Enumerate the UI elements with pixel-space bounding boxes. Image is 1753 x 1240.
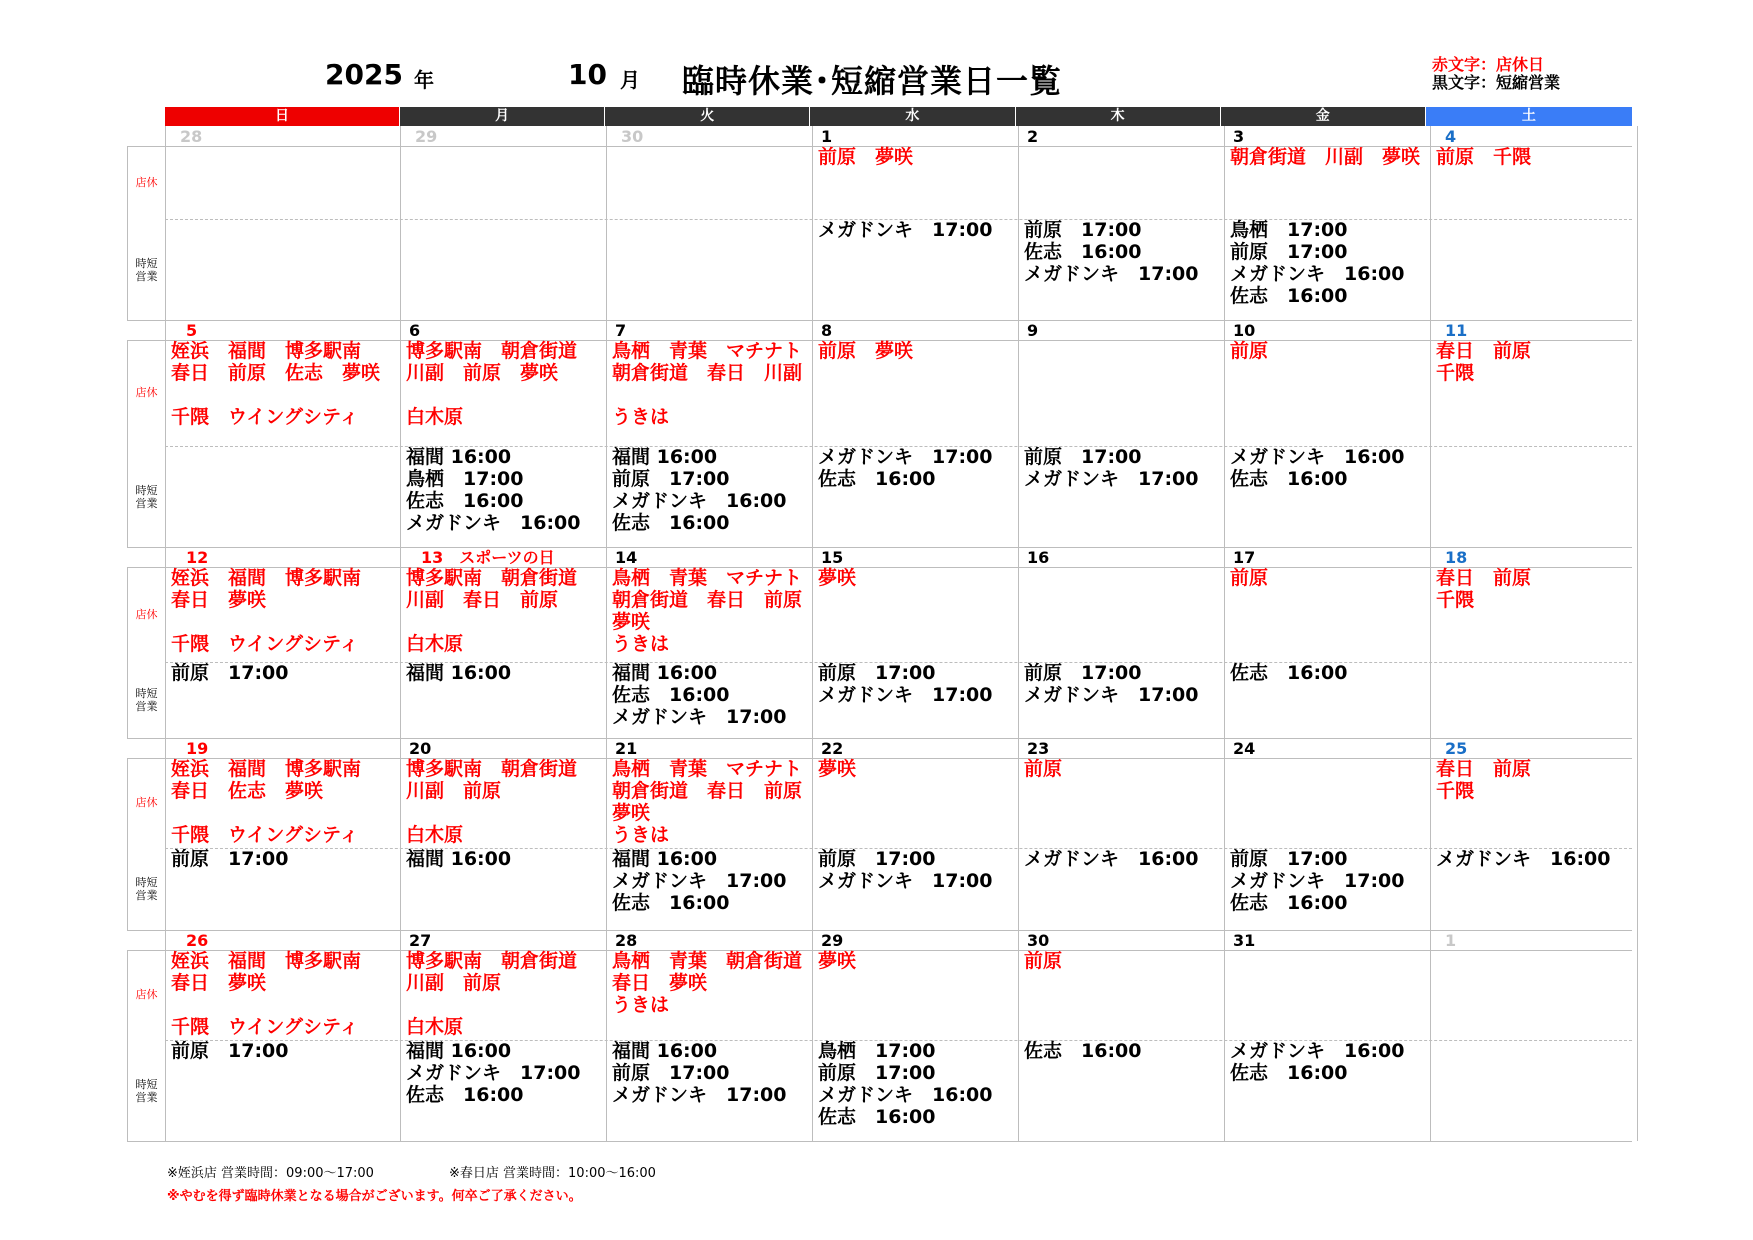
day-cell: [812, 930, 1018, 1141]
week-row: [127, 930, 1632, 1141]
week-row: [127, 126, 1632, 320]
short-hours-stores: メガドンキ 16:00 佐志 16:00: [1230, 1040, 1405, 1084]
short-hours-stores: 前原 17:00 メガドンキ 17:00: [818, 662, 993, 706]
week-row: [127, 547, 1632, 738]
short-hours-stores: 鳥栖 17:00 前原 17:00 メガドンキ 16:00 佐志 16:00: [818, 1040, 993, 1128]
closed-stores: 前原: [1024, 758, 1063, 780]
closed-stores: 夢咲: [818, 758, 857, 780]
row-label-short: 時短 営業: [127, 219, 165, 320]
week-row: [127, 738, 1632, 930]
weekday-3: 水: [809, 107, 1014, 126]
closed-stores: 鳥栖 青葉 朝倉街道 春日 夢咲 うきは: [612, 950, 803, 1016]
day-cell: [812, 126, 1018, 320]
day-number: 17: [1233, 548, 1256, 567]
day-cell: [1224, 930, 1430, 1141]
day-cell: [1430, 738, 1638, 930]
short-hours-stores: 前原 17:00 佐志 16:00 メガドンキ 17:00: [1024, 219, 1199, 285]
closed-stores: 春日 前原 千隈: [1436, 758, 1532, 802]
weekday-1: 月: [399, 107, 604, 126]
closed-stores: 姪浜 福間 博多駅南 春日 佐志 夢咲 千隈 ウイングシティ: [171, 758, 362, 846]
grid-line: [127, 1141, 1632, 1142]
day-cell: [1430, 547, 1638, 738]
closed-stores: 前原: [1024, 950, 1063, 972]
short-hours-stores: メガドンキ 16:00: [1436, 848, 1611, 870]
short-hours-stores: メガドンキ 16:00 佐志 16:00: [1230, 446, 1405, 490]
day-cell: [165, 547, 400, 738]
day-number: 29: [821, 931, 844, 950]
closed-stores: 博多駅南 朝倉街道 川副 春日 前原 白木原: [406, 567, 578, 655]
short-hours-stores: 福間 16:00 前原 17:00 メガドンキ 16:00 佐志 16:00: [612, 446, 787, 534]
closed-stores: 前原 千隈: [1436, 146, 1532, 168]
row-label-closed: 店休: [127, 567, 165, 662]
short-hours-stores: 福間 16:00 佐志 16:00 メガドンキ 17:00: [612, 662, 787, 728]
day-number: 10: [1233, 321, 1256, 340]
day-cell: [1224, 547, 1430, 738]
closed-stores: 春日 前原 千隈: [1436, 340, 1532, 384]
day-cell: [1430, 930, 1638, 1141]
day-cell: [165, 738, 400, 930]
day-number: 31: [1233, 931, 1256, 950]
day-number: 14: [615, 548, 638, 567]
short-hours-stores: 福間 16:00 メガドンキ 17:00 佐志 16:00: [406, 1040, 581, 1106]
day-cell: [1018, 547, 1224, 738]
calendar-grid: [127, 107, 1632, 1159]
closed-stores: 姪浜 福間 博多駅南 春日 前原 佐志 夢咲 千隈 ウイングシティ: [171, 340, 381, 428]
day-number: 11: [1445, 321, 1468, 340]
day-number: 27: [409, 931, 432, 950]
day-number: 15: [821, 548, 844, 567]
weekday-5: 金: [1220, 107, 1425, 126]
day-number: 16: [1027, 548, 1050, 567]
page-title: 臨時休業･短縮営業日一覧: [682, 62, 1063, 100]
row-label-closed: 店休: [127, 950, 165, 1040]
closed-stores: 姪浜 福間 博多駅南 春日 夢咲 千隈 ウイングシティ: [171, 567, 362, 655]
legend: [1432, 56, 1560, 92]
short-hours-stores: 前原 17:00 メガドンキ 17:00: [818, 848, 993, 892]
day-cell: [165, 320, 400, 547]
day-cell: [812, 547, 1018, 738]
row-label-closed: 店休: [127, 146, 165, 219]
weekday-0: 日: [165, 107, 399, 126]
day-cell: [400, 930, 606, 1141]
day-number: 25: [1445, 739, 1468, 758]
closed-stores: 前原: [1230, 567, 1269, 589]
short-hours-stores: 前原 17:00 メガドンキ 17:00: [1024, 662, 1199, 706]
closed-stores: 姪浜 福間 博多駅南 春日 夢咲 千隈 ウイングシティ: [171, 950, 362, 1038]
day-number: 30: [1027, 931, 1050, 950]
day-number: 21: [615, 739, 638, 758]
day-cell: [606, 126, 812, 320]
year-unit: 年: [414, 68, 434, 92]
closed-stores: 鳥栖 青葉 マチナト 朝倉街道 春日 前原 夢咲 うきは: [612, 567, 803, 655]
short-hours-stores: 佐志 16:00: [1024, 1040, 1142, 1062]
month-value: 10: [568, 58, 607, 91]
short-hours-stores: 福間 16:00 前原 17:00 メガドンキ 17:00: [612, 1040, 787, 1106]
day-cell: [1018, 126, 1224, 320]
day-cell: [1430, 320, 1638, 547]
closed-stores: 夢咲: [818, 950, 857, 972]
closed-stores: 夢咲: [818, 567, 857, 589]
day-cell: [1224, 738, 1430, 930]
note-meinohama-hours: ※姪浜店 営業時間：09:00～17:00: [167, 1166, 374, 1181]
short-hours-stores: 前原 17:00: [171, 1040, 289, 1062]
day-cell: [812, 320, 1018, 547]
day-number: 1: [1445, 931, 1457, 950]
short-hours-stores: 鳥栖 17:00 前原 17:00 メガドンキ 16:00 佐志 16:00: [1230, 219, 1405, 307]
legend-black: 黒文字：短縮営業: [1432, 73, 1561, 92]
short-hours-stores: 福間 16:00: [406, 662, 512, 684]
day-cell: [165, 930, 400, 1141]
short-hours-stores: 佐志 16:00: [1230, 662, 1348, 684]
closed-stores: 前原 夢咲: [818, 146, 914, 168]
day-number: 13 スポーツの日: [421, 548, 555, 567]
day-number: 26: [186, 931, 209, 950]
day-number: 12: [186, 548, 209, 567]
closed-stores: 春日 前原 千隈: [1436, 567, 1532, 611]
day-number: 19: [186, 739, 209, 758]
day-number: 24: [1233, 739, 1256, 758]
row-label-closed: 店休: [127, 758, 165, 848]
day-cell: [1018, 930, 1224, 1141]
day-cell: [400, 320, 606, 547]
weekday-header: [165, 107, 1632, 126]
short-hours-stores: 福間 16:00 メガドンキ 17:00 佐志 16:00: [612, 848, 787, 914]
note-kasuga-hours: ※春日店 営業時間：10:00～16:00: [449, 1166, 656, 1181]
closed-stores: 博多駅南 朝倉街道 川副 前原 白木原: [406, 950, 578, 1038]
month-unit: 月: [620, 68, 640, 92]
day-number: 2: [1027, 127, 1039, 146]
day-number: 29: [415, 127, 438, 146]
short-hours-stores: 福間 16:00 鳥栖 17:00 佐志 16:00 メガドンキ 16:00: [406, 446, 581, 534]
closed-stores: 博多駅南 朝倉街道 川副 前原 白木原: [406, 758, 578, 846]
note-warning: ※やむを得ず臨時休業となる場合がございます。何卒ご了承ください。: [167, 1189, 582, 1204]
week-row: [127, 320, 1632, 547]
day-cell: [400, 738, 606, 930]
day-number: 28: [615, 931, 638, 950]
day-cell: [1018, 738, 1224, 930]
day-cell: [606, 320, 812, 547]
day-cell: [400, 126, 606, 320]
day-cell: [400, 547, 606, 738]
day-number: 1: [821, 127, 833, 146]
day-number: 28: [180, 127, 203, 146]
day-number: 7: [615, 321, 627, 340]
day-cell: [1224, 126, 1430, 320]
day-number: 30: [621, 127, 644, 146]
day-cell: [165, 126, 400, 320]
row-label-short: 時短 営業: [127, 848, 165, 930]
day-number: 22: [821, 739, 844, 758]
row-label-short: 時短 営業: [127, 446, 165, 547]
short-hours-stores: 前原 17:00: [171, 662, 289, 684]
row-label-closed: 店休: [127, 340, 165, 446]
day-number: 23: [1027, 739, 1050, 758]
closed-stores: 鳥栖 青葉 マチナト 朝倉街道 春日 川副 うきは: [612, 340, 803, 428]
row-label-short: 時短 営業: [127, 662, 165, 738]
day-number: 18: [1445, 548, 1468, 567]
closed-stores: 博多駅南 朝倉街道 川副 前原 夢咲 白木原: [406, 340, 578, 428]
short-hours-stores: メガドンキ 17:00 佐志 16:00: [818, 446, 993, 490]
day-number: 20: [409, 739, 432, 758]
weekday-6: 土: [1425, 107, 1632, 126]
short-hours-stores: メガドンキ 16:00: [1024, 848, 1199, 870]
weekday-2: 火: [604, 107, 809, 126]
legend-red: 赤文字：店休日: [1432, 55, 1545, 74]
day-cell: [1430, 126, 1638, 320]
row-label-short: 時短 営業: [127, 1040, 165, 1141]
day-number: 8: [821, 321, 833, 340]
short-hours-stores: 前原 17:00 メガドンキ 17:00 佐志 16:00: [1230, 848, 1405, 914]
day-cell: [606, 930, 812, 1141]
day-cell: [1224, 320, 1430, 547]
year-value: 2025: [325, 58, 403, 91]
short-hours-stores: 前原 17:00 メガドンキ 17:00: [1024, 446, 1199, 490]
short-hours-stores: 福間 16:00: [406, 848, 512, 870]
closed-stores: 朝倉街道 川副 夢咲: [1230, 146, 1421, 168]
day-cell: [1018, 320, 1224, 547]
closed-stores: 鳥栖 青葉 マチナト 朝倉街道 春日 前原 夢咲 うきは: [612, 758, 803, 846]
day-number: 9: [1027, 321, 1039, 340]
day-cell: [812, 738, 1018, 930]
day-number: 4: [1445, 127, 1457, 146]
day-number: 6: [409, 321, 421, 340]
closed-stores: 前原: [1230, 340, 1269, 362]
day-cell: [606, 738, 812, 930]
weekday-4: 木: [1015, 107, 1220, 126]
day-number: 5: [186, 321, 198, 340]
day-cell: [606, 547, 812, 738]
day-number: 3: [1233, 127, 1245, 146]
short-hours-stores: 前原 17:00: [171, 848, 289, 870]
short-hours-stores: メガドンキ 17:00: [818, 219, 993, 241]
closed-stores: 前原 夢咲: [818, 340, 914, 362]
